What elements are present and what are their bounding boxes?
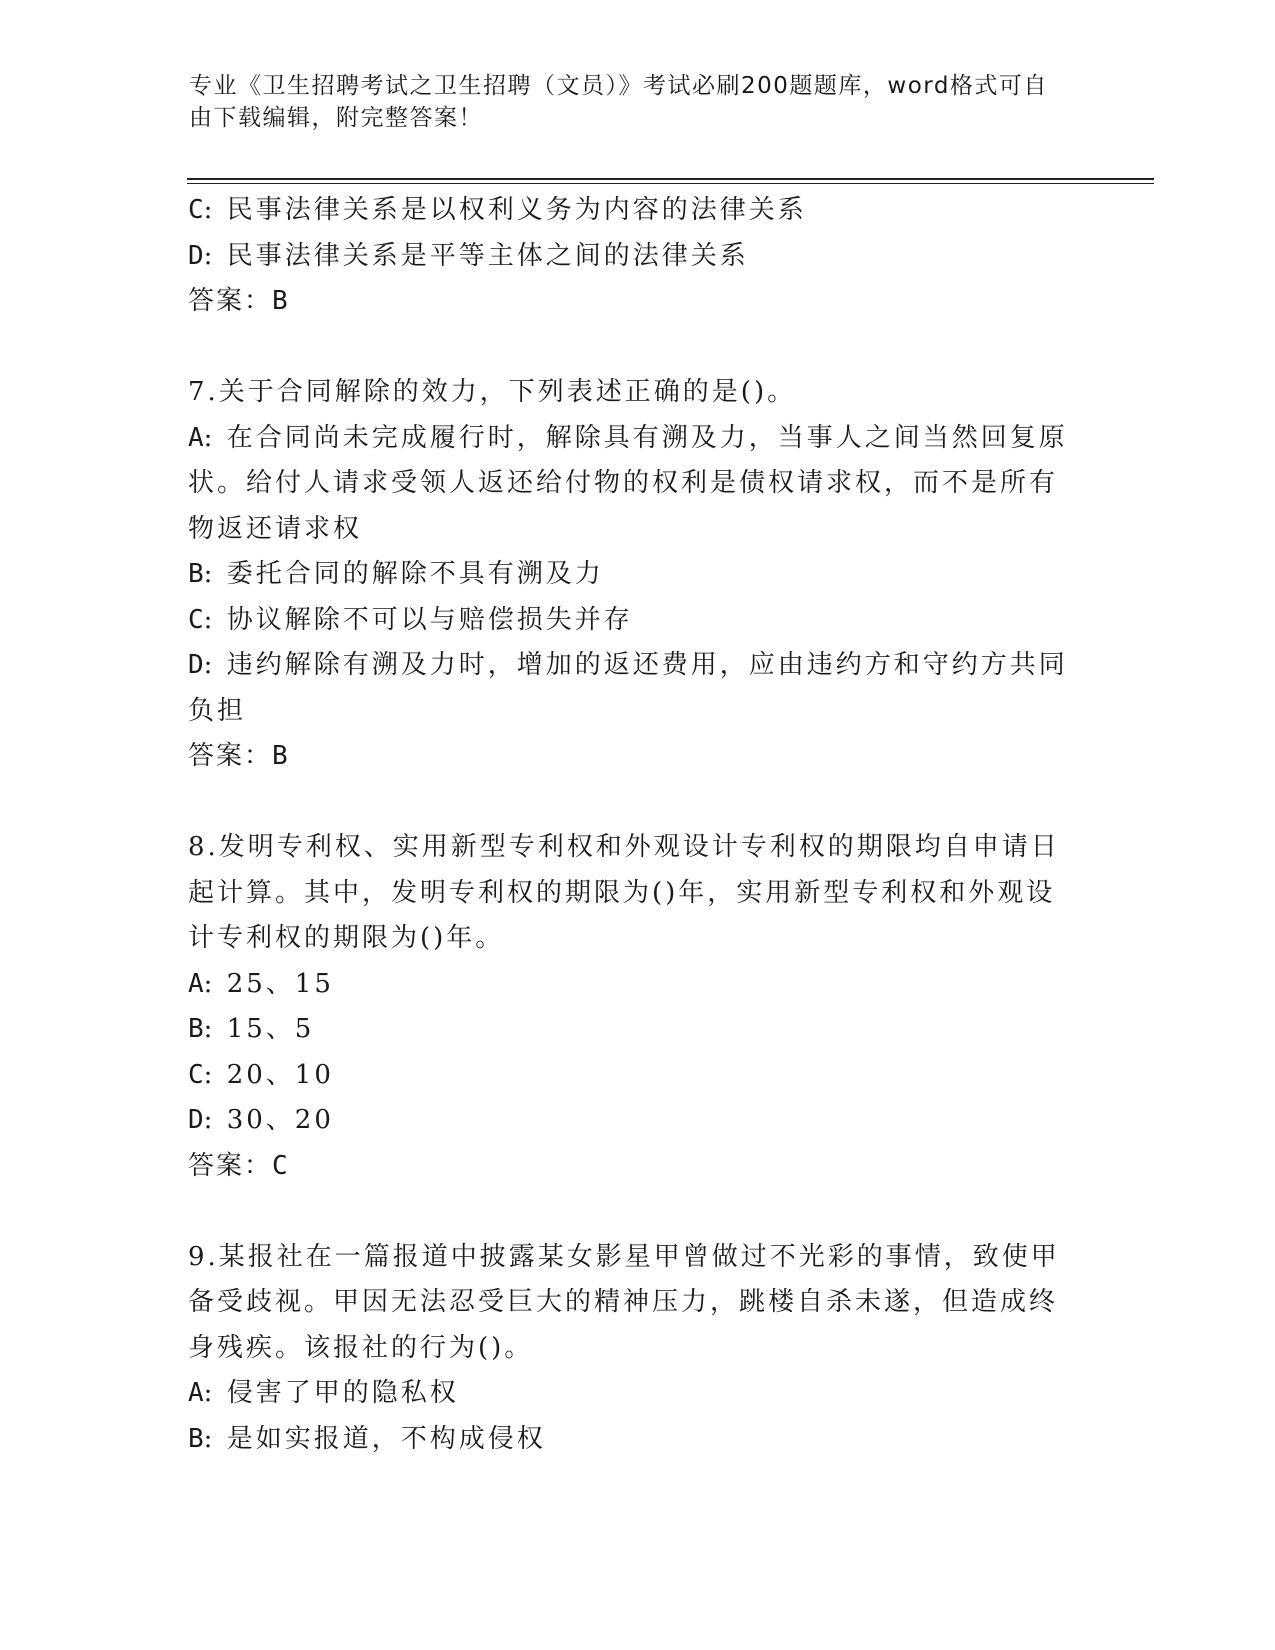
question-9 (188, 1235, 1078, 1463)
option-b: B: 是如实报道，不构成侵权 (188, 1423, 546, 1454)
header-line-1: 专业《卫生招聘考试之卫生招聘（文员）》考试必刷200题题库，word格式可自 (189, 73, 1048, 99)
option-a-cont: 物返还请求权 (188, 513, 363, 544)
header-rule-thick (187, 178, 1154, 180)
prev-question (188, 188, 1078, 325)
option-d: D: 30、20 (188, 1105, 334, 1135)
question-stem: 8.发明专利权、实用新型专利权和外观设计专利权的期限均自申请日 (188, 832, 1060, 862)
answer: 答案：B (188, 286, 290, 316)
question-7 (188, 370, 1078, 780)
option-d-cont: 负担 (188, 695, 247, 726)
question-stem: 7.关于合同解除的效力，下列表述正确的是()。 (188, 377, 797, 407)
question-stem-cont: 计专利权的期限为()年。 (188, 923, 505, 953)
option-c: C: 协议解除不可以与赔偿损失并存 (188, 604, 633, 635)
option-a: A: 侵害了甲的隐私权 (188, 1378, 459, 1408)
option-b: B: 15、5 (188, 1014, 315, 1044)
option-b: B: 委托合同的解除不具有溯及力 (188, 559, 604, 589)
option-a-cont: 状。给付人请求受领人返还给付物的权利是债权请求权，而不是所有 (188, 468, 1059, 498)
option-c: C: 民事法律关系是以权利义务为内容的法律关系 (188, 195, 807, 225)
option-a: A: 在合同尚未完成履行时，解除具有溯及力，当事人之间当然回复原 (188, 422, 1068, 453)
answer: 答案：C (188, 1150, 290, 1181)
question-stem-cont: 备受歧视。甲因无法忍受巨大的精神压力，跳楼自杀未遂，但造成终 (188, 1287, 1059, 1317)
question-stem-cont: 身残疾。该报社的行为()。 (188, 1332, 534, 1363)
header-line-2: 由下载编辑，附完整答案！ (189, 105, 483, 131)
option-a: A: 25、15 (188, 968, 334, 999)
option-c: C: 20、10 (188, 1059, 334, 1090)
option-d: D: 违约解除有溯及力时，增加的返还费用，应由违约方和守约方共同 (188, 650, 1068, 680)
header-rule-thin (187, 183, 1154, 184)
document-header (189, 70, 1069, 134)
document-body (188, 188, 1078, 1462)
question-stem: 9.某报社在一篇报道中披露某女影星甲曾做过不光彩的事情，致使甲 (188, 1241, 1060, 1272)
question-stem-cont: 起计算。其中，发明专利权的期限为()年，实用新型专利权和外观设 (188, 877, 1056, 908)
question-8 (188, 825, 1078, 1189)
option-d: D: 民事法律关系是平等主体之间的法律关系 (188, 240, 749, 271)
answer: 答案：B (188, 741, 290, 771)
